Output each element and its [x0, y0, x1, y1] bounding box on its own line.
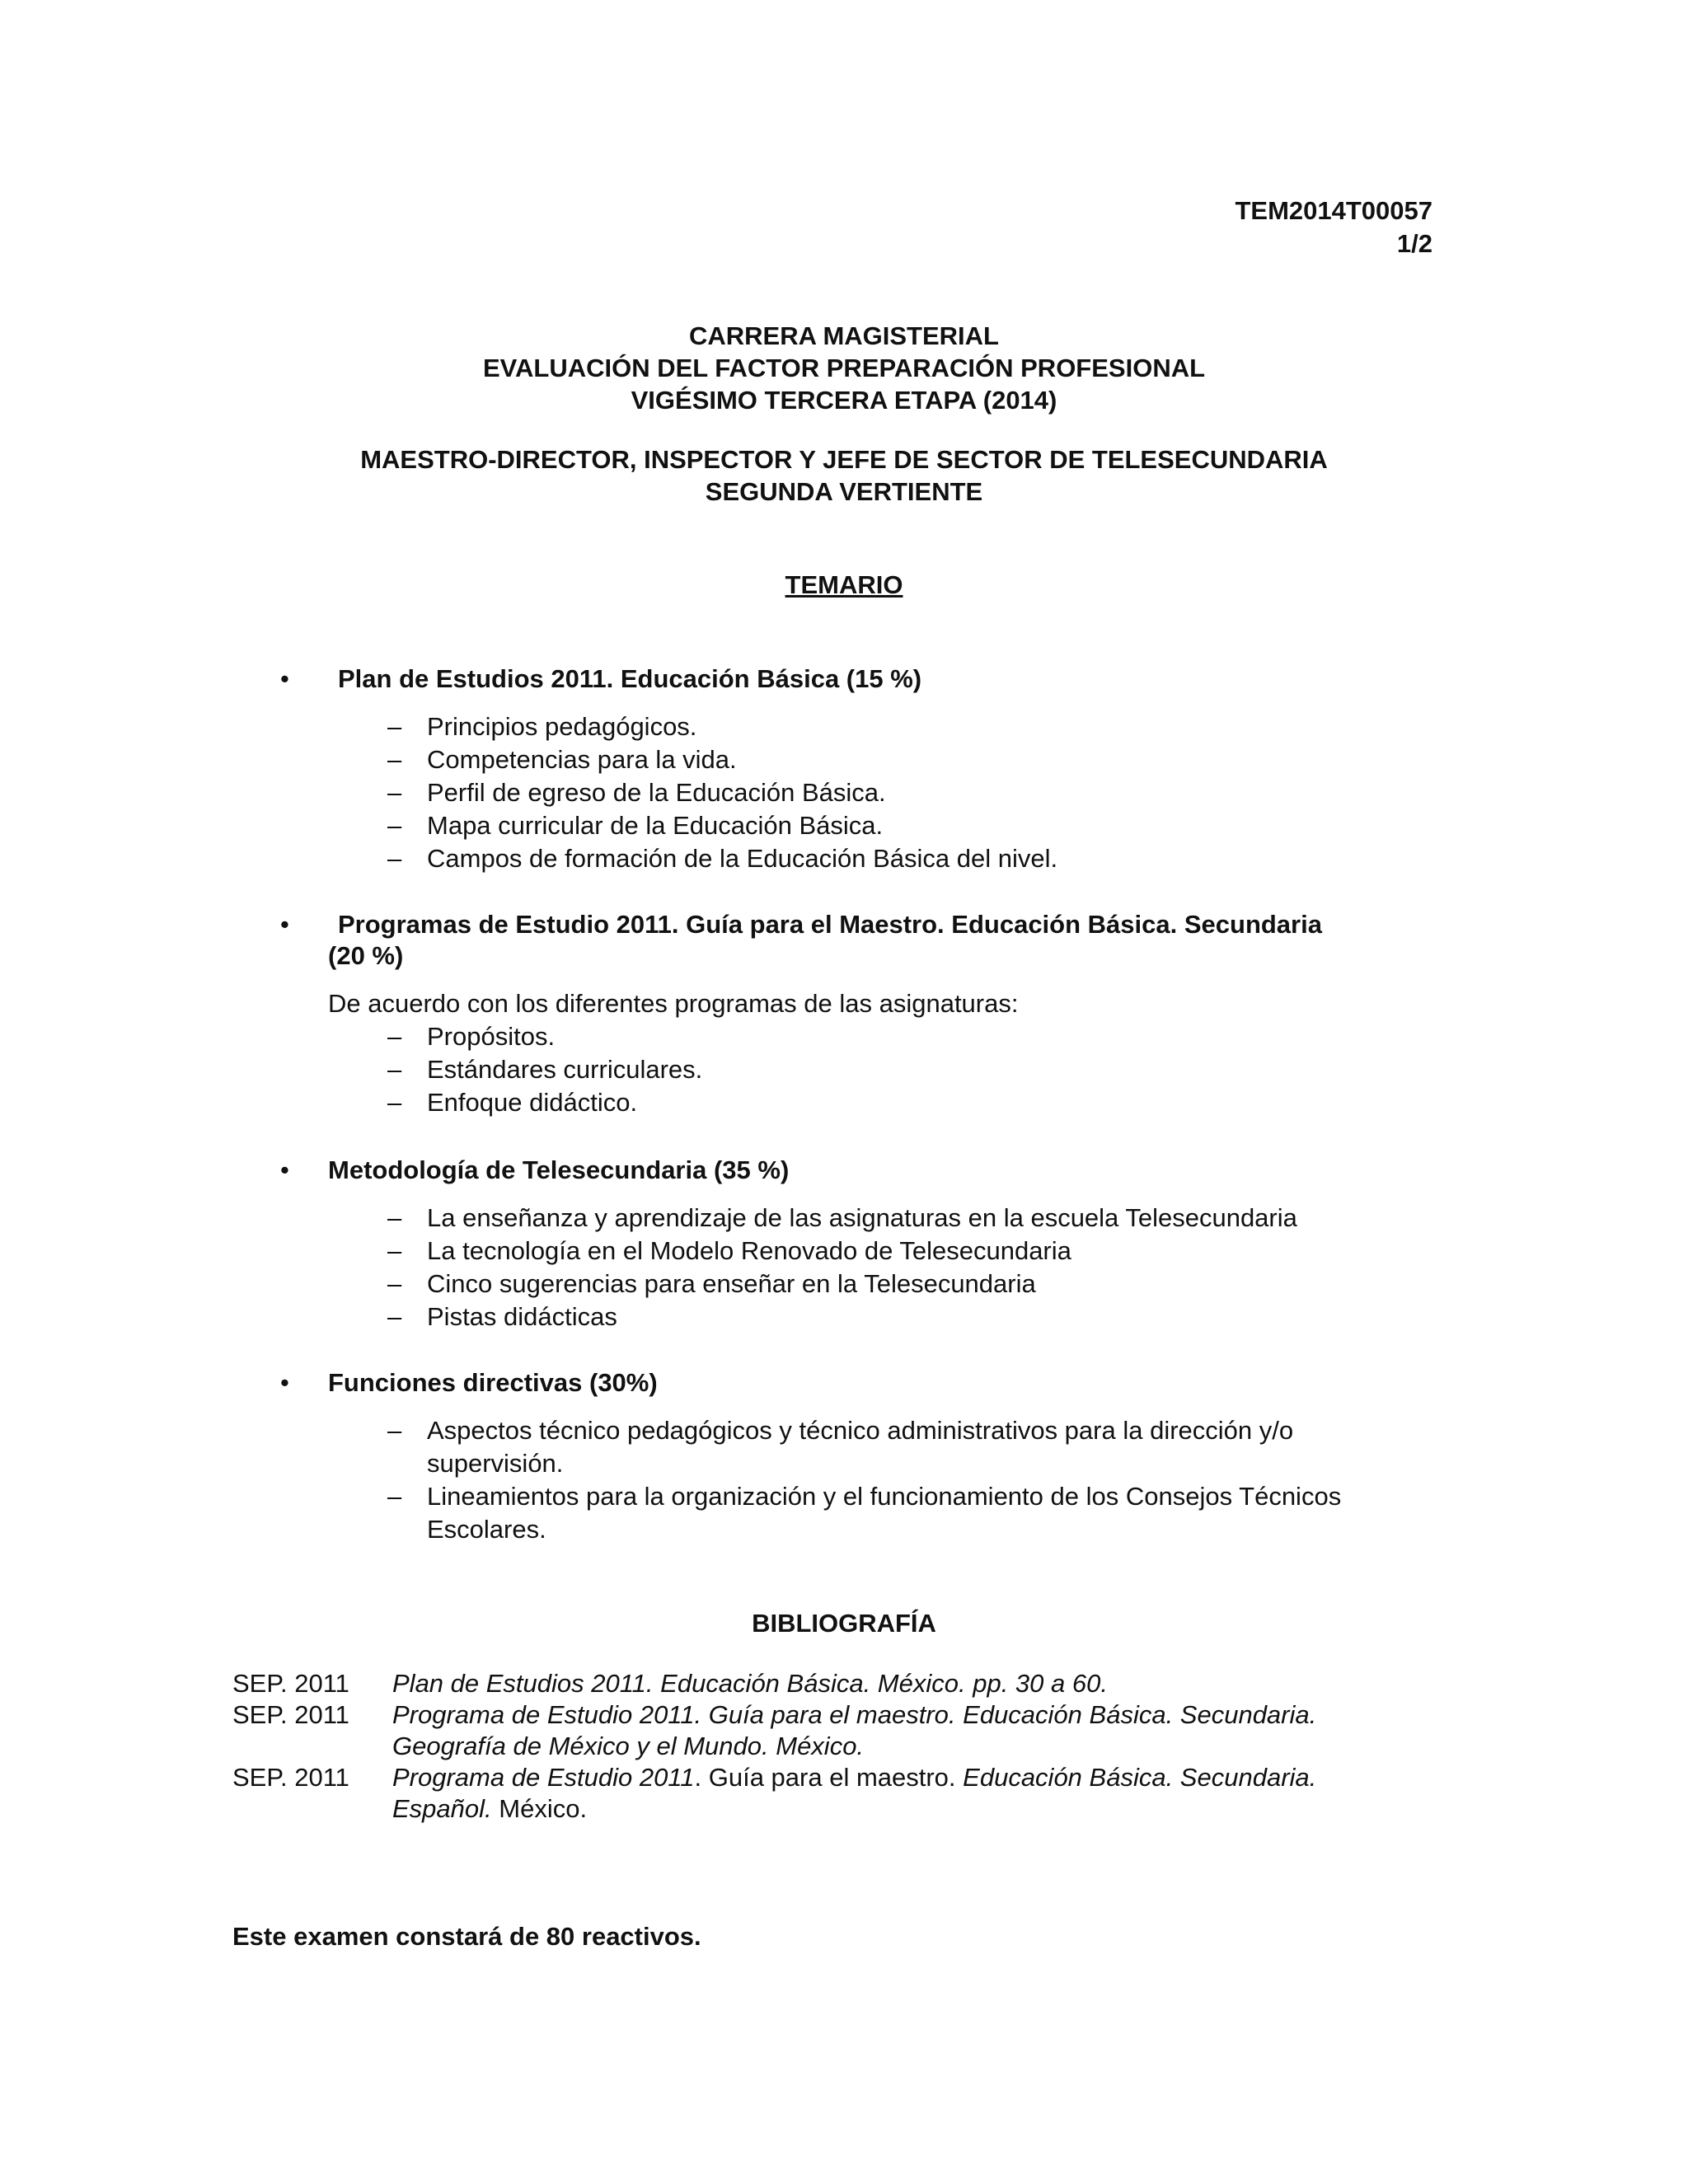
section-items [387, 1202, 1297, 1333]
section-items [387, 710, 1057, 875]
title-line-3: VIGÉSIMO TERCERA ETAPA (2014) [631, 386, 1057, 415]
bullet-icon: • [280, 1368, 289, 1397]
list-item: – Pistas didácticas [387, 1302, 617, 1331]
list-item: – Campos de formación de la Educación Básica del nivel. [387, 844, 1058, 873]
bibliography-author: SEP. 2011 [232, 1763, 349, 1792]
bullet-icon: • [280, 664, 289, 693]
bullet-icon: • [280, 1155, 289, 1184]
bibliography-heading: BIBLIOGRAFÍA [752, 1609, 936, 1638]
bibliography-reference: Programa de Estudio 2011. Guía para el maestro. Educación Básica. Secundaria. Español. México. [392, 1763, 1317, 1823]
title-line-1: CARRERA MAGISTERIAL [688, 321, 999, 350]
section-title: Plan de Estudios 2011. Educación Básica (15 %) [338, 664, 922, 693]
bullet-icon: • [280, 910, 289, 939]
subtitle-block [0, 443, 1688, 508]
bibliography-reference: Plan de Estudios 2011. Educación Básica. México. pp. 30 a 60. [392, 1669, 1108, 1698]
bibliography-reference: Programa de Estudio 2011. Guía para el maestro. Educación Básica. Secundaria. Geografía de México y el Mundo. México. [392, 1700, 1317, 1760]
document-id: TEM2014T00057 [1235, 196, 1432, 225]
section-title-line-1: Programas de Estudio 2011. Guía para el Maestro. Educación Básica. Secundaria [338, 910, 1322, 939]
section-items [387, 1414, 1341, 1546]
title-line-2: EVALUACIÓN DEL FACTOR PREPARACIÓN PROFESIONAL [482, 354, 1206, 382]
list-item: – Perfil de egreso de la Educación Básica. [387, 778, 886, 807]
list-item: – Aspectos técnico pedagógicos y técnico administrativos para la dirección y/o supervisión. [387, 1416, 1294, 1478]
list-item: – Propósitos. [387, 1022, 556, 1051]
list-item: – Mapa curricular de la Educación Básica. [387, 811, 884, 840]
list-item: – Lineamientos para la organización y el funcionamiento de los Consejos Técnicos Escolares. [387, 1482, 1342, 1544]
section-items [387, 1020, 702, 1119]
section-intro: De acuerdo con los diferentes programas de las asignaturas: [328, 989, 1019, 1018]
list-item: – Enfoque didáctico. [387, 1088, 638, 1117]
list-item: – Principios pedagógicos. [387, 712, 697, 741]
list-item: – Estándares curriculares. [387, 1055, 703, 1084]
list-item: – La tecnología en el Modelo Renovado de Telesecundaria [387, 1236, 1071, 1265]
title-block [0, 320, 1688, 416]
section-title: Funciones directivas (30%) [328, 1368, 658, 1397]
bibliography-author: SEP. 2011 [232, 1669, 349, 1698]
section-title-line-2: (20 %) [328, 941, 404, 970]
subtitle-line-1: MAESTRO-DIRECTOR, INSPECTOR Y JEFE DE SECTOR DE TELESECUNDARIA [360, 445, 1328, 474]
exam-note: Este examen constará de 80 reactivos. [232, 1922, 701, 1951]
list-item: – La enseñanza y aprendizaje de las asignaturas en la escuela Telesecundaria [387, 1203, 1297, 1232]
bibliography-author: SEP. 2011 [232, 1700, 349, 1729]
document-header [1235, 194, 1432, 260]
page-number: 1/2 [1396, 229, 1432, 258]
subtitle-line-2: SEGUNDA VERTIENTE [705, 477, 983, 506]
temario-heading: TEMARIO [785, 570, 903, 599]
list-item: – Competencias para la vida. [387, 745, 737, 774]
list-item: – Cinco sugerencias para enseñar en la Telesecundaria [387, 1269, 1036, 1298]
section-title: Metodología de Telesecundaria (35 %) [328, 1155, 790, 1184]
